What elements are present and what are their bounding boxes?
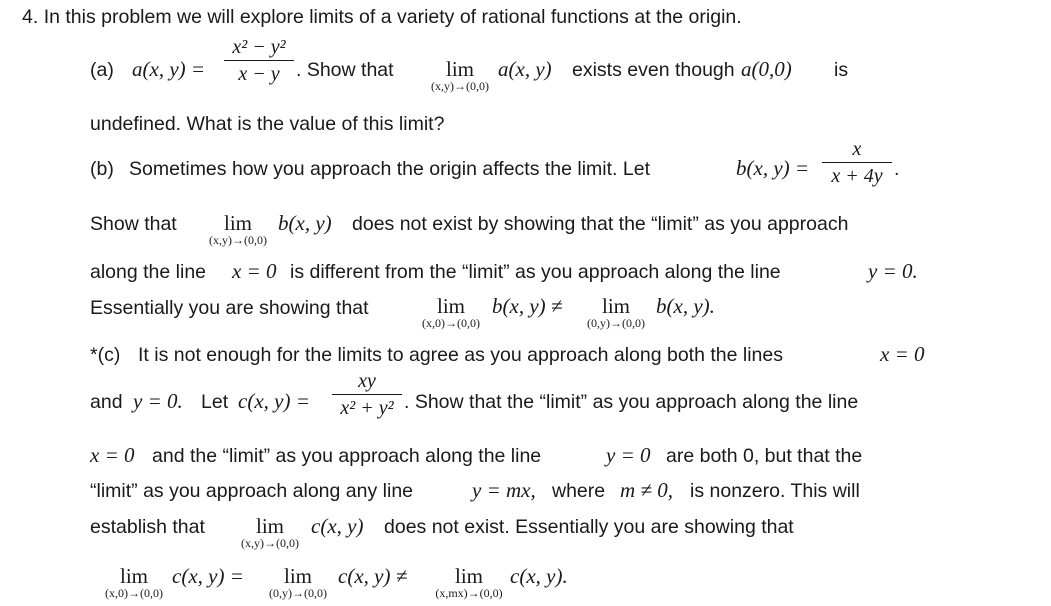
part-c-ymx: y = mx,	[472, 478, 536, 502]
fraction-bar	[822, 162, 892, 163]
part-a-numerator: x² − y²	[232, 36, 286, 58]
part-b-lim-expr: b(x, y)	[278, 211, 332, 235]
problem-heading	[22, 6, 742, 29]
part-b-line3a: along the line	[90, 261, 207, 283]
part-b-text2: does not exist by showing that the “limit” as you approach	[352, 213, 849, 235]
part-c-x0: x = 0	[880, 342, 925, 366]
fraction-bar	[224, 60, 294, 61]
part-c-text1: It is not enough for the limits to agree as you approach along both the lines	[138, 344, 783, 366]
part-c-y0: y = 0.	[133, 389, 183, 413]
part-a-limit	[420, 58, 500, 93]
part-a-is: is	[834, 59, 849, 81]
part-b-numerator: x	[852, 138, 862, 160]
lim-subscript: (0,y)→(0,0)	[269, 586, 327, 600]
final-limit-2	[256, 565, 340, 600]
lim-word: lim	[255, 514, 284, 538]
part-a-show-that: . Show that	[296, 59, 394, 81]
part-b-x0: x = 0	[232, 259, 277, 283]
part-c-let: Let	[201, 391, 229, 413]
part-c-x0b: x = 0	[90, 443, 135, 467]
final-expr-2: c(x, y) ≠	[338, 564, 408, 588]
final-limit-3	[424, 565, 514, 600]
lim-word: lim	[601, 294, 630, 318]
lim-subscript: (x,0)→(0,0)	[422, 316, 480, 330]
part-c-mne0: m ≠ 0,	[620, 478, 673, 502]
part-b-lim2-expr: b(x, y).	[656, 294, 715, 318]
part-c-text8: does not exist. Essentially you are showing that	[384, 516, 794, 538]
lim-subscript: (x,y)→(0,0)	[431, 79, 489, 93]
part-a-denominator: x − y	[238, 63, 280, 86]
part-c-where: where	[552, 480, 606, 502]
part-c-y0b: y = 0	[606, 443, 651, 467]
lim-subscript: (0,y)→(0,0)	[587, 316, 645, 330]
part-a-lim-expr: a(x, y)	[498, 57, 552, 81]
part-c-and: and	[90, 391, 123, 413]
lim-word: lim	[436, 294, 465, 318]
part-b-period: .	[894, 158, 900, 180]
part-b-show-that: Show that	[90, 213, 177, 235]
problem-number: 4.	[22, 6, 39, 28]
part-b-limit-1	[410, 295, 492, 330]
lim-subscript: (x,y)→(0,0)	[209, 233, 267, 247]
part-c-text6: is nonzero. This will	[690, 480, 860, 502]
lim-subscript: (x,0)→(0,0)	[105, 586, 163, 600]
lim-word: lim	[454, 564, 483, 588]
part-a-fraction	[224, 36, 294, 85]
part-b-denominator: x + 4y	[831, 165, 883, 188]
problem-intro: In this problem we will explore limits of a variety of rational functions at the origin.	[43, 6, 742, 28]
lim-subscript: (x,y)→(0,0)	[241, 536, 299, 550]
part-c-numerator: xy	[358, 370, 376, 392]
part-b-y0: y = 0.	[868, 259, 918, 283]
part-c-fraction	[332, 370, 402, 419]
part-c-func: c(x, y) =	[238, 389, 310, 413]
part-b-fraction	[822, 138, 892, 187]
part-b-func: b(x, y) =	[736, 156, 810, 180]
lim-word: lim	[223, 211, 252, 235]
lim-word: lim	[445, 57, 474, 81]
part-c-label: *(c)	[90, 344, 121, 366]
part-b-label: (b)	[90, 158, 114, 180]
part-b-text1: Sometimes how you approach the origin affects the limit. Let	[129, 158, 650, 180]
part-c-lim-expr: c(x, y)	[311, 514, 364, 538]
part-b-limit-2	[575, 295, 657, 330]
fraction-bar	[332, 394, 402, 395]
final-limit-1	[92, 565, 176, 600]
part-c-text4: are both 0, but that the	[666, 445, 863, 467]
part-c-limit	[230, 515, 310, 550]
final-expr-3: c(x, y).	[510, 564, 568, 588]
part-c-text7: establish that	[90, 516, 205, 538]
lim-word: lim	[283, 564, 312, 588]
part-b-line3b: is different from the “limit” as you approach along the line	[290, 261, 781, 283]
part-c-text5: “limit” as you approach along any line	[90, 480, 414, 502]
part-b-line4a: Essentially you are showing that	[90, 297, 369, 319]
lim-word: lim	[119, 564, 148, 588]
part-c-text2: . Show that the “limit” as you approach along the line	[404, 391, 859, 413]
part-a-label: (a)	[90, 59, 114, 81]
part-a-line2: undefined. What is the value of this limit?	[90, 113, 445, 135]
part-c-text3: and the “limit” as you approach along the line	[152, 445, 542, 467]
part-c-denominator: x² + y²	[340, 397, 394, 420]
part-b-limit	[198, 212, 278, 247]
part-a-a00: a(0,0)	[741, 57, 792, 81]
lim-subscript: (x,mx)→(0,0)	[435, 586, 503, 600]
part-b-lim1-expr: b(x, y) ≠	[492, 294, 563, 318]
part-a-exists-text: exists even though	[572, 59, 735, 81]
part-a-func: a(x, y) =	[132, 57, 206, 81]
final-expr-1: c(x, y) =	[172, 564, 244, 588]
